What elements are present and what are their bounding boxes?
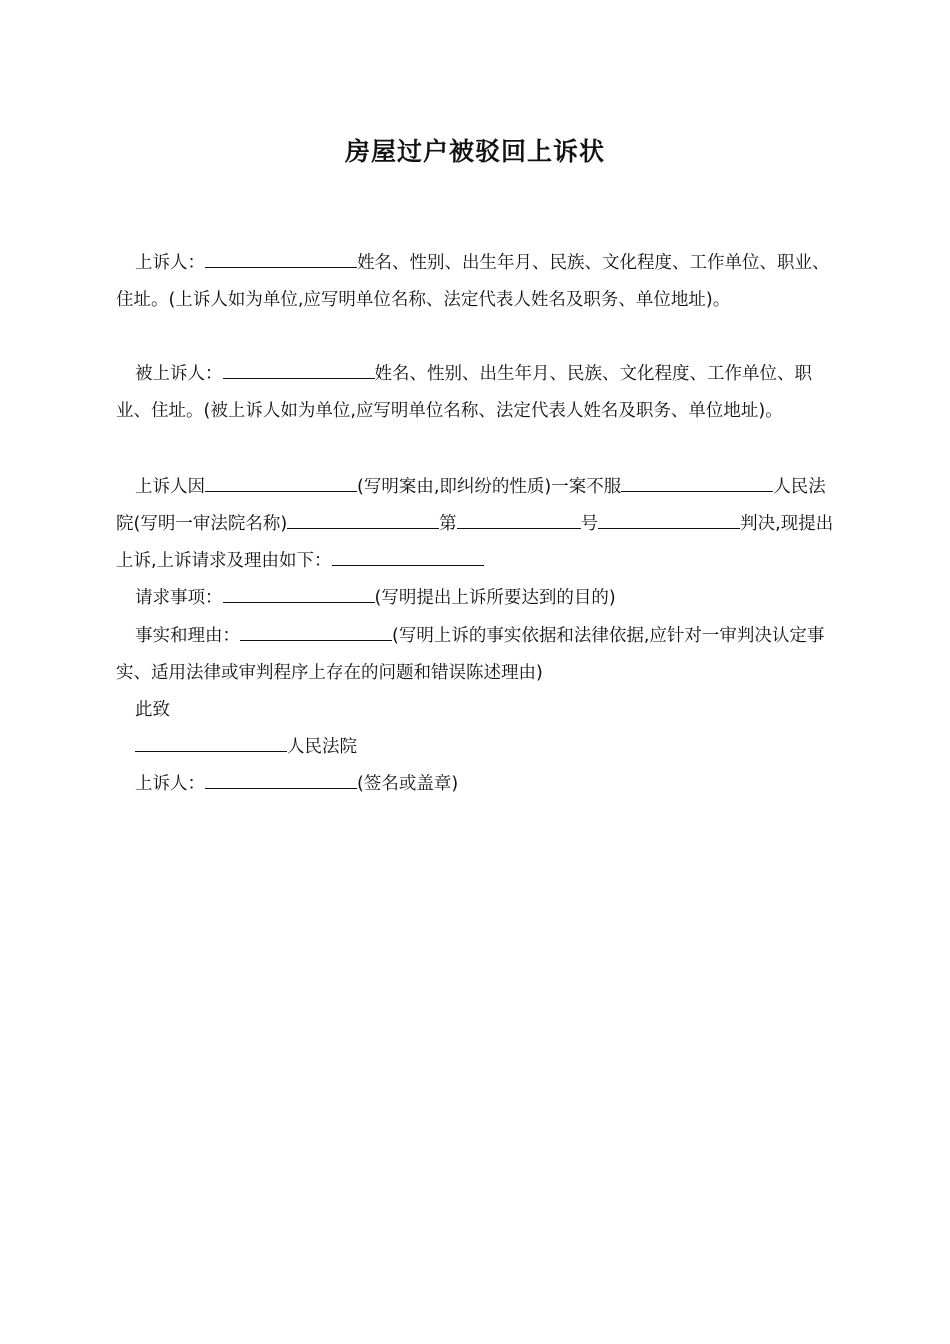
case-text-2: (写明案由,即纠纷的性质)一案不服 — [357, 477, 622, 497]
appellee-description: 姓名、性别、出生年月、民族、文化程度、工作单位、职业、住址。(被上诉人如为单位,应写明单位名称、法定代表人姓名及职务、单位地址)。 — [116, 364, 812, 421]
case-type-blank[interactable] — [598, 506, 740, 529]
first-instance-court-blank[interactable] — [621, 469, 773, 492]
signature-blank[interactable] — [205, 766, 357, 789]
signer-label: 上诉人： — [135, 774, 205, 794]
appellee-paragraph — [116, 356, 840, 430]
facts-blank[interactable] — [240, 618, 392, 641]
case-year-blank[interactable] — [287, 506, 439, 529]
request-note: (写明提出上诉所要达到的目的) — [374, 588, 616, 608]
appeal-court-blank[interactable] — [135, 729, 287, 752]
facts-label: 事实和理由： — [135, 626, 240, 646]
court-line — [116, 729, 840, 766]
signer-note: (签名或盖章) — [357, 774, 459, 794]
appellant-paragraph — [116, 245, 840, 319]
facts-paragraph — [116, 618, 840, 692]
appellant-description: 姓名、性别、出生年月、民族、文化程度、工作单位、职业、住址。(上诉人如为单位,应写明单位名称、法定代表人姓名及职务、单位地址)。 — [116, 253, 830, 310]
case-text-3: 人民法院(写明一审法院名称) — [116, 477, 826, 534]
case-text-4: 第 — [439, 514, 457, 534]
salutation-text: 此致 — [135, 700, 170, 720]
signature-line — [116, 766, 840, 803]
case-cause-blank[interactable] — [205, 469, 357, 492]
case-text-5: 号 — [580, 514, 599, 534]
appellant-name-blank[interactable] — [205, 245, 357, 268]
court-suffix: 人民法院 — [287, 737, 357, 757]
salutation — [116, 692, 840, 729]
request-paragraph — [116, 580, 840, 617]
document-title: 房屋过户被驳回上诉状 — [344, 137, 605, 166]
case-continuation-blank[interactable] — [332, 543, 484, 566]
request-blank[interactable] — [223, 580, 375, 603]
case-text-1: 上诉人因 — [135, 477, 205, 497]
appellee-name-blank[interactable] — [223, 356, 375, 379]
case-paragraph — [116, 469, 840, 580]
case-text-6: 判决,现提出上诉,上诉请求及理由如下： — [116, 514, 834, 571]
request-label: 请求事项： — [135, 588, 223, 608]
appellee-label: 被上诉人： — [135, 364, 223, 384]
case-number-blank[interactable] — [457, 506, 581, 529]
appellant-label: 上诉人： — [135, 253, 205, 273]
facts-note: (写明上诉的事实依据和法律依据,应针对一审判决认定事实、适用法律或审判程序上存在的问题和错误陈述理由) — [116, 626, 825, 683]
